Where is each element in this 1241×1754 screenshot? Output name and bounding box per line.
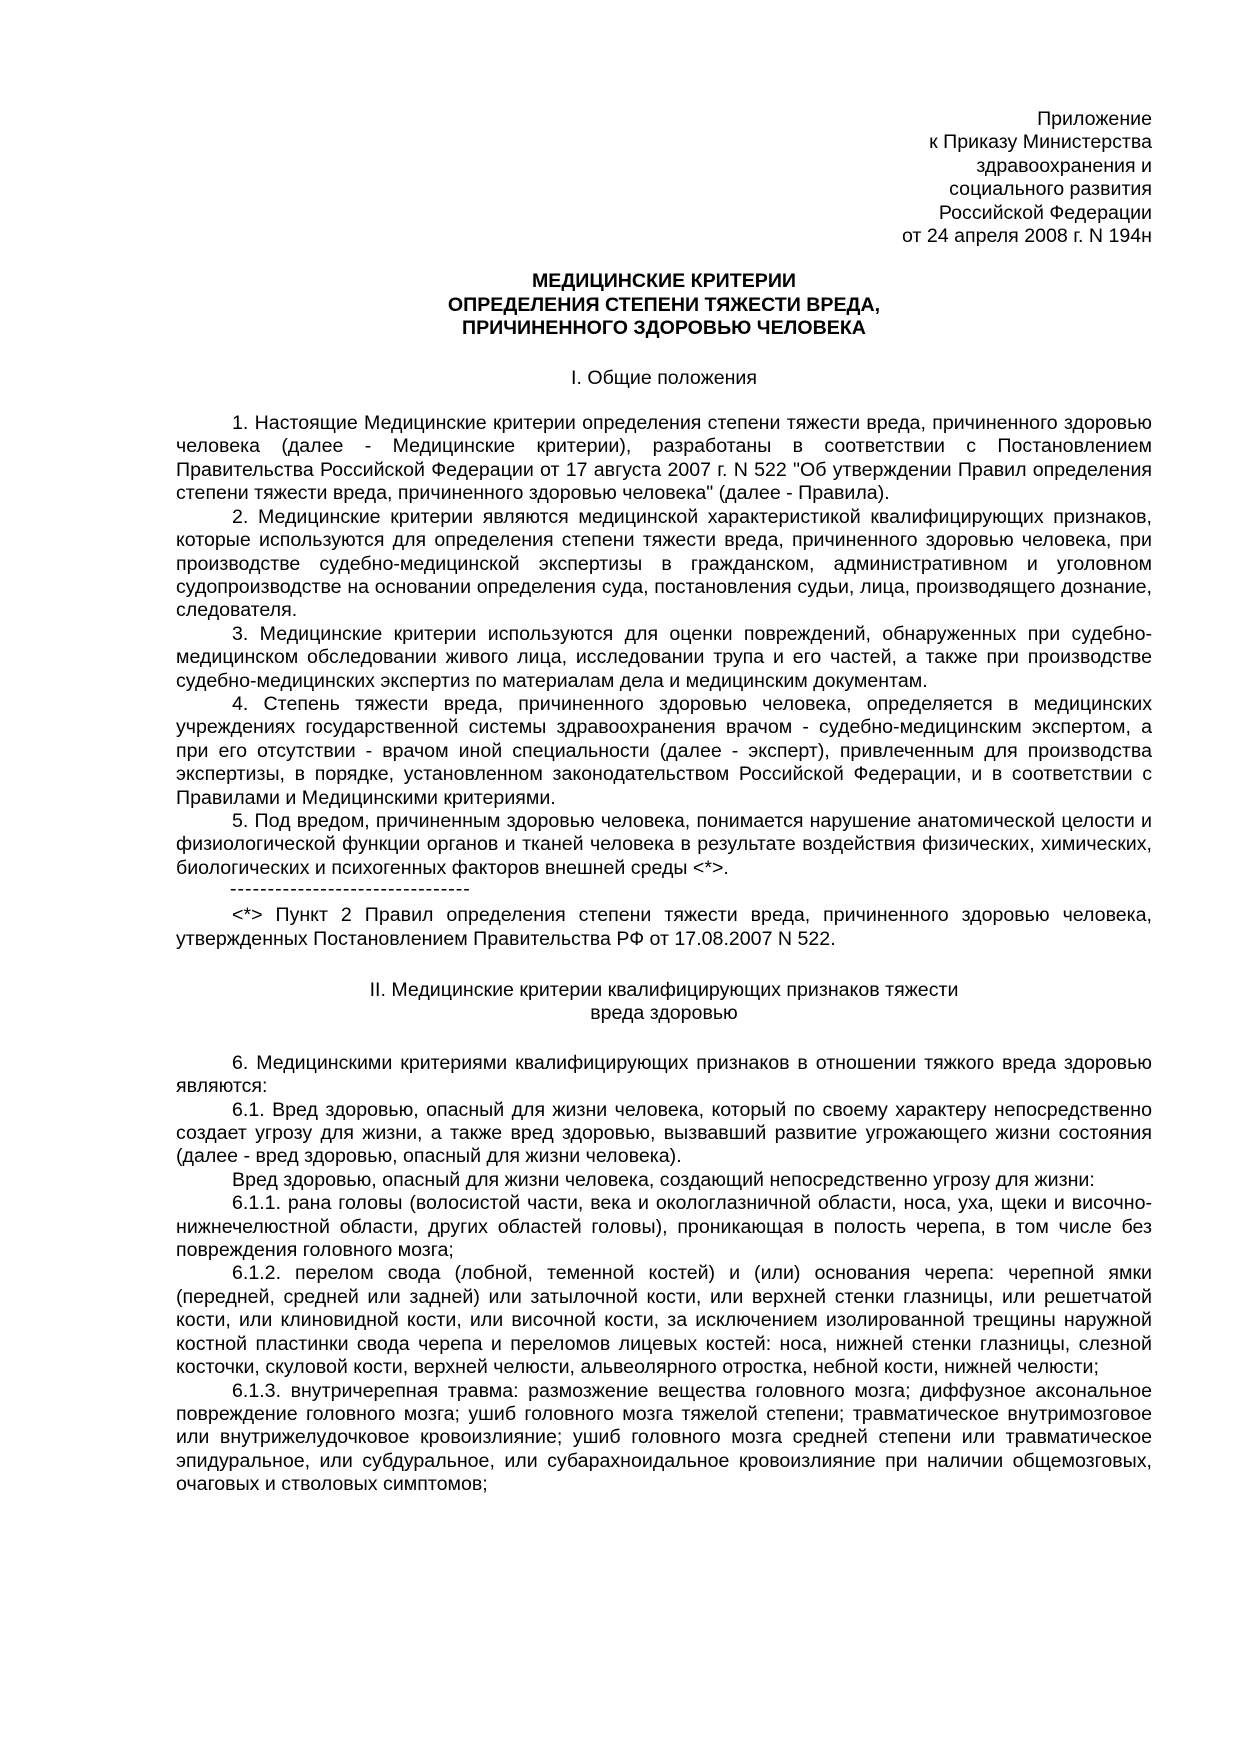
- paragraph-4: 4. Степень тяжести вреда, причиненного здоровью человека, определяется в медицинских учреждениях государственной системы здравоохранения врачом - судебно-медицинским экспертом, а при его отсутствии - врачом иной специальности (далее - эксперт), привлеченным для производства экспертизы, в порядке, установленном законодательством Российской Федерации, и в соответствии с Правилами и Медицинскими критериями.: [176, 692, 1152, 809]
- title-line: ПРИЧИНЕННОГО ЗДОРОВЬЮ ЧЕЛОВЕКА: [462, 317, 866, 340]
- section-1-heading: I. Общие положения: [571, 366, 757, 389]
- paragraph-6-1-3: 6.1.3. внутричерепная травма: размозжение вещества головного мозга; диффузное аксональное повреждение головного мозга; ушиб головного мозга тяжелой степени; травматическое внутримозговое или внутрижелудочковое кровоизлияние; ушиб головного мозга средней степени или травматическое эпидуральное, или субдуральное, или субарахноидальное кровоизлияние при наличии общемозговых, очаговых и стволовых симптомов;: [176, 1379, 1152, 1496]
- document-title: [176, 270, 1152, 340]
- section-2-heading-line: вреда здоровью: [590, 1002, 738, 1025]
- footnote-separator: --------------------------------: [230, 880, 471, 901]
- appendix-line: к Приказу Министерства: [929, 131, 1152, 154]
- paragraph-harm-intro: Вред здоровью, опасный для жизни человека, создающий непосредственно угрозу для жизни:: [232, 1168, 1095, 1191]
- appendix-line: социального развития: [949, 178, 1152, 201]
- paragraph-6: 6. Медицинскими критериями квалифицирующих признаков в отношении тяжкого вреда здоровью являются:: [176, 1051, 1152, 1098]
- appendix-line: Российской Федерации: [938, 201, 1152, 224]
- appendix-line: Приложение: [1037, 108, 1152, 130]
- paragraph-6-1-2: 6.1.2. перелом свода (лобной, теменной костей) и (или) основания черепа: черепной ямки (передней, средней или задней) или затылочной кости, или верхней стенки глазницы, или решетчатой кости, или клиновидной кости, или височной кости, за исключением изолированной трещины наружной костной пластинки свода черепа и переломов лицевых костей: носа, нижней стенки глазницы, слезной косточки, скуловой кости, верхней челюсти, альвеолярного отростка, небной кости, нижней челюсти;: [176, 1262, 1152, 1379]
- paragraph-3: 3. Медицинские критерии используются для оценки повреждений, обнаруженных при судебно-медицинском обследовании живого лица, исследовании трупа и его частей, а также при производстве судебно-медицинских экспертиз по материалам дела и медицинским документам.: [176, 622, 1152, 692]
- paragraph-6-1: 6.1. Вред здоровью, опасный для жизни человека, который по своему характеру непосредственно создает угрозу для жизни, а также вред здоровью, вызвавший развитие угрожающего жизни состояния (далее - вред здоровью, опасный для жизни человека).: [176, 1098, 1152, 1168]
- document-page: [176, 108, 1152, 1497]
- appendix-line: здравоохранения и: [976, 154, 1152, 177]
- paragraph-2: 2. Медицинские критерии являются медицинской характеристикой квалифицирующих признаков, которые используются для определения степени тяжести вреда, причиненного здоровью человека, при производстве судебно-медицинской экспертизы в гражданском, административном и уголовном судопроизводстве на основании определения суда, постановления судьи, лица, производящего дознание, следователя.: [176, 505, 1152, 622]
- paragraph-1: 1. Настоящие Медицинские критерии определения степени тяжести вреда, причиненного здоровью человека (далее - Медицинские критерии), разработаны в соответствии с Постановлением Правительства Российской Федерации от 17 августа 2007 г. N 522 "Об утверждении Правил определения степени тяжести вреда, причиненного здоровью человека" (далее - Правила).: [176, 412, 1152, 505]
- section-2-heading: [176, 979, 1152, 1026]
- footnote: <*> Пункт 2 Правил определения степени тяжести вреда, причиненного здоровью человека, утвержденных Постановлением Правительства РФ от 17.08.2007 N 522.: [176, 904, 1152, 950]
- title-line: ОПРЕДЕЛЕНИЯ СТЕПЕНИ ТЯЖЕСТИ ВРЕДА,: [447, 293, 881, 316]
- paragraph-5: 5. Под вредом, причиненным здоровью человека, понимается нарушение анатомической целости и физиологической функции органов и тканей человека в результате воздействия физических, химических, биологических и психогенных факторов внешней среды <*>.: [176, 809, 1152, 879]
- appendix-line: от 24 апреля 2008 г. N 194н: [901, 225, 1152, 248]
- title-line: МЕДИЦИНСКИЕ КРИТЕРИИ: [531, 270, 797, 293]
- paragraph-6-1-1: 6.1.1. рана головы (волосистой части, века и окологлазничной области, носа, уха, щеки и височно-нижнечелюстной области, других областей головы), проникающая в полость черепа, в том числе без повреждения головного мозга;: [176, 1192, 1152, 1262]
- section-2-heading-line: II. Медицинские критерии квалифицирующих признаков тяжести: [369, 979, 959, 1001]
- appendix-block: [176, 108, 1152, 248]
